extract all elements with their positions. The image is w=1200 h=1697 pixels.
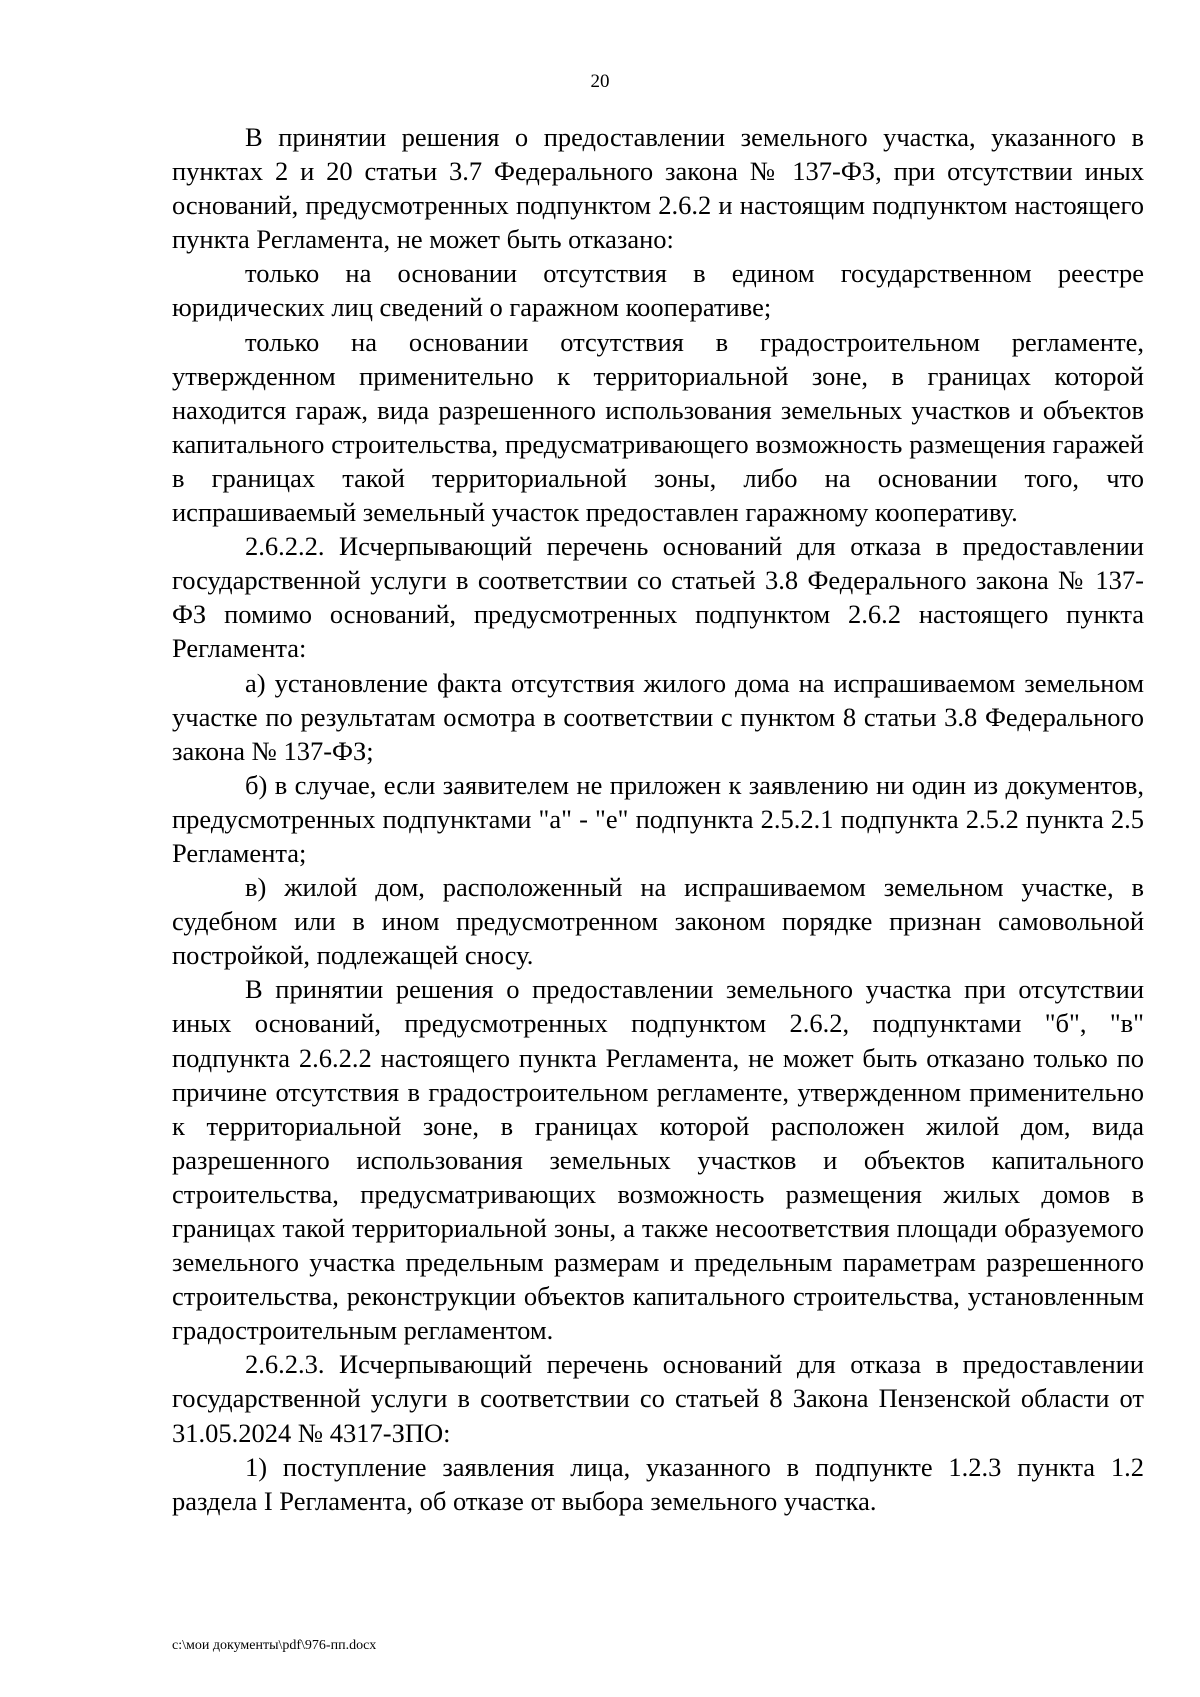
footer-file-path: c:\мои документы\pdf\976-пп.docx bbox=[172, 1638, 377, 1653]
document-body bbox=[172, 120, 1144, 1518]
paragraph-section-2-6-2-3: 2.6.2.3. Исчерпывающий перечень оснований для отказа в предоставлении государственной услуги в соответствии со статьей 8 Закона Пензенской области от 31.05.2024 № 4317-ЗПО: bbox=[172, 1349, 1144, 1448]
list-item-v: в) жилой дом, расположенный на испрашиваемом земельном участке, в судебном или в ином предусмотренном законом порядке признан самовольной постройкой, подлежащей сносу. bbox=[172, 872, 1144, 971]
paragraph-registry-condition: только на основании отсутствия в едином государственном реестре юридических лиц сведений о гаражном кооперативе; bbox=[172, 258, 1144, 323]
paragraph-refusal-garage-intro: В принятии решения о предоставлении земельного участка, указанного в пунктах 2 и 20 статьи 3.7 Федерального закона № 137-ФЗ, при отсутствии иных оснований, предусмотренных подпунктом 2.6.2 и настоящим подпунктом настоящего пункта Регламента, не может быть отказано: bbox=[172, 122, 1144, 255]
page-number: 20 bbox=[590, 71, 610, 92]
list-item-1: 1) поступление заявления лица, указанного в подпункте 1.2.3 пункта 1.2 раздела I Регламента, об отказе от выбора земельного участка. bbox=[172, 1451, 1144, 1516]
list-item-b: б) в случае, если заявителем не приложен к заявлению ни один из документов, предусмотренных подпунктами "а" - "е" подпункта 2.5.2.1 подпункта 2.5.2 пункта 2.5 Регламента; bbox=[172, 769, 1144, 868]
paragraph-zoning-condition: только на основании отсутствия в градостроительном регламенте, утвержденном применительно к территориальной зоне, в границах которой находится гараж, вида разрешенного использования земельных участков и объектов капитального строительства, предусматривающего возможность размещения гаражей в границах такой территориальной зоны, либо на основании того, что испрашиваемый земельный участок предоставлен гаражному кооперативу. bbox=[172, 326, 1144, 528]
list-item-a: а) установление факта отсутствия жилого дома на испрашиваемом земельном участке по результатам осмотра в соответствии с пунктом 8 статьи 3.8 Федерального закона № 137-ФЗ; bbox=[172, 667, 1144, 766]
paragraph-refusal-house: В принятии решения о предоставлении земельного участка при отсутствии иных оснований, предусмотренных подпунктом 2.6.2, подпунктами "б", "в" подпункта 2.6.2.2 настоящего пункта Регламента, не может быть отказано только по причине отсутствия в градостроительном регламенте, утвержденном применительно к территориальной зоне, в границах которой расположен жилой дом, вида разрешенного использования земельных участков и объектов капитального строительства, предусматривающих возможность размещения жилых домов в границах такой территориальной зоны, а также несоответствия площади образуемого земельного участка предельным размерам и предельным параметрам разрешенного строительства, реконструкции объектов капитального строительства, установленным градостроительным регламентом. bbox=[172, 974, 1144, 1346]
paragraph-section-2-6-2-2: 2.6.2.2. Исчерпывающий перечень оснований для отказа в предоставлении государственной услуги в соответствии со статьей 3.8 Федерального закона № 137-ФЗ помимо оснований, предусмотренных подпунктом 2.6.2 настоящего пункта Регламента: bbox=[172, 531, 1144, 664]
